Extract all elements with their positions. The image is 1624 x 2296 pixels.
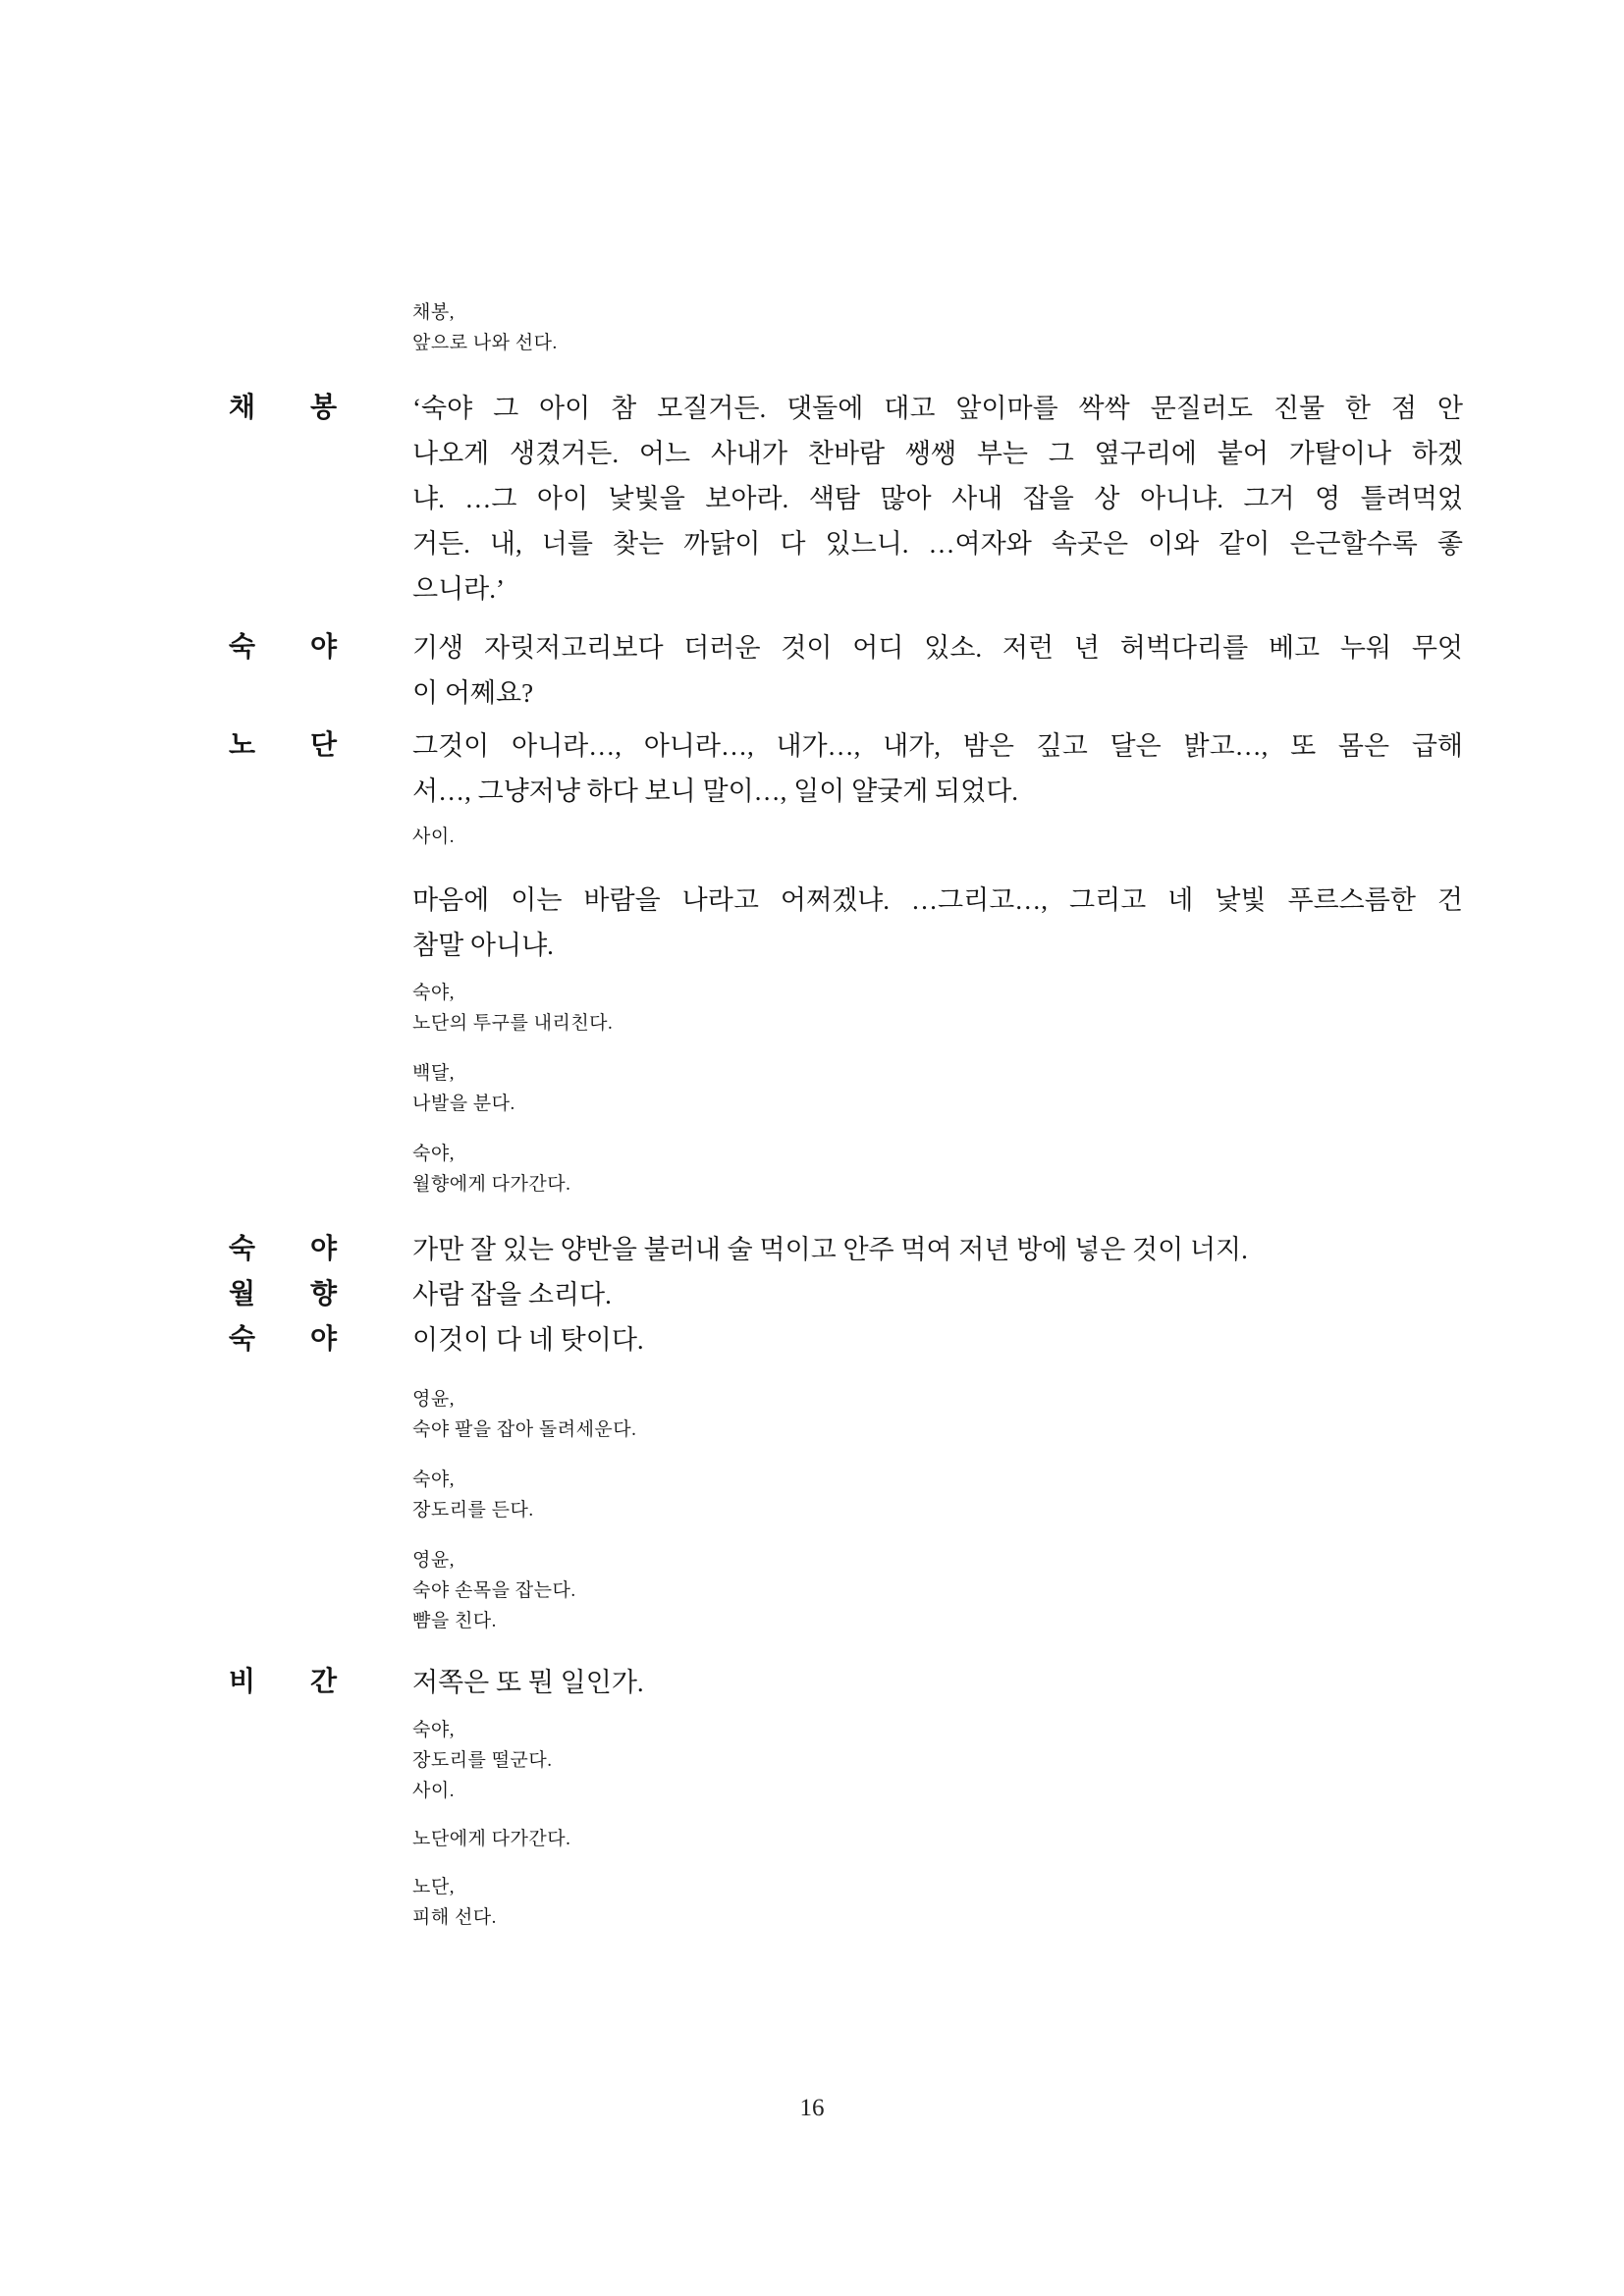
stage-direction-line: 앞으로 나와 선다. <box>412 333 558 353</box>
dialogue-line: ‘숙야 그 아이 참 모질거든. 댓돌에 대고 앞이마를 싹싹 문질러도 진물 한 점 안 <box>412 394 1463 423</box>
stage-direction <box>412 1872 1463 1933</box>
dialogue-line: 냐. …그 아이 낯빛을 보아라. 색탐 많아 사내 잡을 상 아니냐. 그거 영 틀려먹었 <box>412 484 1463 513</box>
stage-direction-line: 숙야, <box>412 983 455 1003</box>
stage-direction-line: 뺨을 친다. <box>412 1611 497 1631</box>
dialogue-text <box>412 1227 1463 1272</box>
dialogue-line: 그것이 아니라…, 아니라…, 내가…, 내가, 밤은 깊고 달은 밝고…, 또 몸은 급해 <box>412 731 1463 761</box>
dialogue-line: 으니라.’ <box>412 574 505 604</box>
stage-direction <box>412 1139 1463 1200</box>
dialogue-line: 거든. 내, 너를 찾는 까닭이 다 있느니. …여자와 속곳은 이와 같이 은근할수록 좋 <box>412 529 1463 559</box>
stage-direction-line: 월향에게 다가간다. <box>412 1174 571 1195</box>
dialogue-text <box>412 625 1463 716</box>
stage-direction-line: 숙야, <box>412 1469 455 1490</box>
dialogue-line: 이 어쩨요? <box>412 678 534 708</box>
dialogue-line: 서…, 그냥저냥 하다 보니 말이…, 일이 얄궂게 되었다. <box>412 776 1019 806</box>
dialogue-row <box>0 625 1624 716</box>
stage-direction-line: 채봉, <box>412 302 455 323</box>
dialogue-row <box>0 723 1624 814</box>
stage-direction-line: 노단, <box>412 1877 455 1897</box>
dialogue-continuation <box>412 878 1463 968</box>
speaker-name: 비 간 <box>229 1667 337 1697</box>
dialogue-row <box>0 1272 1624 1317</box>
stage-direction <box>412 1545 1463 1636</box>
stage-direction-line: 사이. <box>412 827 455 847</box>
dialogue-line: 참말 아니냐. <box>412 931 554 960</box>
speaker-name: 숙 야 <box>229 632 337 663</box>
stage-direction-line: 영윤, <box>412 1550 455 1571</box>
dialogue-row <box>0 1660 1624 1705</box>
stage-direction <box>412 297 1463 358</box>
dialogue-text <box>412 1317 1463 1362</box>
stage-direction-line: 숙야, <box>412 1720 455 1740</box>
stage-direction <box>412 978 1463 1039</box>
stage-direction-line: 백달, <box>412 1063 455 1084</box>
dialogue-line: 마음에 이는 바람을 나라고 어쩌겠냐. …그리고…, 그리고 네 낯빛 푸르스름한 건 <box>412 885 1463 915</box>
dialogue-line: 나오게 생겼거든. 어느 사내가 찬바람 쌩쌩 부는 그 옆구리에 붙어 가탈이나 하겠 <box>412 439 1463 468</box>
dialogue-text <box>412 1660 1463 1705</box>
speaker-name: 채 봉 <box>229 393 337 423</box>
speaker-name: 월 향 <box>229 1279 337 1309</box>
stage-direction <box>412 1465 1463 1525</box>
dialogue-line: 기생 자릿저고리보다 더러운 것이 어디 있소. 저런 년 허벅다리를 베고 누워 무엇 <box>412 633 1463 663</box>
stage-direction-line: 사이. <box>412 1781 455 1801</box>
speaker-name: 숙 야 <box>229 1324 337 1355</box>
stage-direction-line: 영윤, <box>412 1389 455 1410</box>
stage-direction-line: 숙야, <box>412 1144 455 1164</box>
dialogue-line: 가만 잘 있는 양반을 불러내 술 먹이고 안주 먹여 저년 방에 넣은 것이 너지. <box>412 1235 1248 1264</box>
stage-direction <box>412 1384 1463 1445</box>
stage-direction <box>412 1058 1463 1119</box>
stage-direction <box>412 1824 1463 1854</box>
dialogue-row <box>0 1227 1624 1272</box>
dialogue-line: 저쪽은 또 뭔 일인가. <box>412 1668 644 1697</box>
speaker-name: 노 단 <box>229 730 337 761</box>
dialogue-text <box>412 723 1463 814</box>
stage-direction-line: 숙야 팔을 잡아 돌려세운다. <box>412 1419 637 1440</box>
stage-direction-line: 노단에게 다가간다. <box>412 1829 571 1849</box>
stage-direction-line: 노단의 투구를 내리친다. <box>412 1013 614 1034</box>
dialogue-line: 이것이 다 네 탓이다. <box>412 1325 644 1355</box>
dialogue-row <box>0 1317 1624 1362</box>
dialogue-line: 사람 잡을 소리다. <box>412 1280 612 1309</box>
dialogue-row <box>0 386 1624 612</box>
dialogue-text <box>412 1272 1463 1317</box>
stage-direction-line: 장도리를 떨군다. <box>412 1750 553 1771</box>
stage-direction <box>412 1715 1463 1806</box>
dialogue-text <box>412 386 1463 612</box>
stage-direction-line: 나발을 분다. <box>412 1094 515 1114</box>
stage-direction-line: 숙야 손목을 잡는다. <box>412 1580 576 1601</box>
page-number: 16 <box>799 2095 825 2121</box>
stage-direction-line: 피해 선다. <box>412 1907 497 1928</box>
stage-direction <box>412 822 1463 852</box>
stage-direction-line: 장도리를 든다. <box>412 1500 534 1521</box>
speaker-name: 숙 야 <box>229 1234 337 1264</box>
